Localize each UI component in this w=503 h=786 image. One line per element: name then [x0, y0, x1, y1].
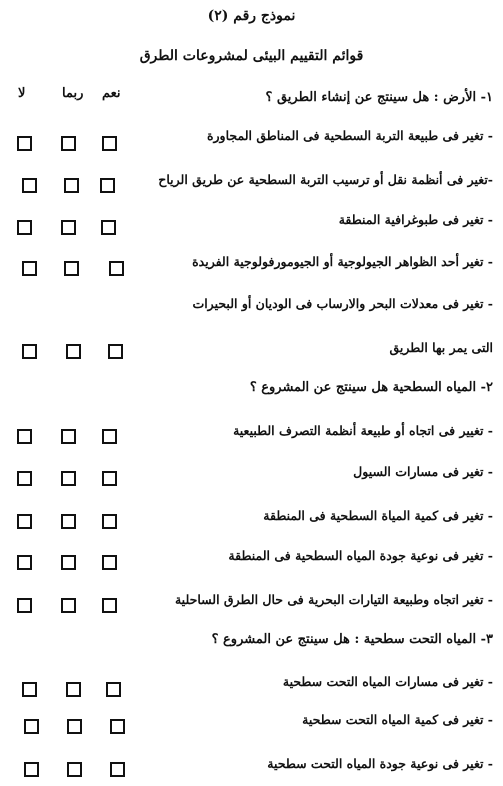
question-item: - تغير أحد الظواهر الجيولوجية أو الجيومورفولوجية الفريدة [192, 254, 493, 269]
column-header-yes: نعم [102, 86, 121, 101]
checkbox-no[interactable] [17, 429, 32, 444]
checkbox-maybe[interactable] [67, 762, 82, 777]
checkbox-no[interactable] [17, 471, 32, 486]
checkbox-maybe[interactable] [66, 682, 81, 697]
checkbox-yes[interactable] [102, 555, 117, 570]
checkbox-maybe[interactable] [61, 471, 76, 486]
checkbox-yes[interactable] [100, 178, 115, 193]
checkbox-no[interactable] [17, 220, 32, 235]
section-heading-surface-water: ٢- المياه السطحية هل سينتج عن المشروع ؟ [249, 380, 493, 395]
checkbox-no[interactable] [17, 555, 32, 570]
checkbox-no[interactable] [17, 598, 32, 613]
column-header-maybe: ربما [62, 86, 84, 101]
question-item: - تغير فى مسارات السيول [353, 464, 493, 479]
checkbox-maybe[interactable] [66, 344, 81, 359]
form-number-title: نموذج رقم (٢) [207, 8, 296, 24]
question-item: - تغير فى معدلات البحر والارساب فى الوديان أو البحيرات [192, 296, 493, 311]
checkbox-maybe[interactable] [64, 178, 79, 193]
question-item: - تغير فى طبوغرافية المنطقة [338, 212, 493, 227]
checkbox-yes[interactable] [102, 598, 117, 613]
checkbox-maybe[interactable] [61, 429, 76, 444]
checkbox-no[interactable] [22, 178, 37, 193]
checkbox-no[interactable] [22, 344, 37, 359]
checkbox-yes[interactable] [102, 136, 117, 151]
question-item: - تغير فى مسارات المياه التحت سطحية [282, 674, 493, 689]
question-item: - تغير فى طبيعة التربة السطحية فى المناطق المجاورة [206, 128, 493, 143]
question-item: - تغير فى كمية المياة السطحية فى المنطقة [263, 508, 493, 523]
checkbox-yes[interactable] [102, 429, 117, 444]
question-item: - تغير فى نوعية جودة المياه السطحية فى المنطقة [228, 548, 493, 563]
section-heading-land: ١- الأرض : هل سينتج عن إنشاء الطريق ؟ [265, 90, 493, 105]
checkbox-maybe[interactable] [67, 719, 82, 734]
checkbox-yes[interactable] [110, 762, 125, 777]
checkbox-yes[interactable] [108, 344, 123, 359]
question-item: - تغيير فى اتجاه أو طبيعة أنظمة التصرف الطبيعية [233, 423, 493, 438]
checkbox-maybe[interactable] [61, 136, 76, 151]
checkbox-maybe[interactable] [61, 555, 76, 570]
checkbox-maybe[interactable] [61, 598, 76, 613]
checkbox-maybe[interactable] [61, 220, 76, 235]
question-item: - تغير فى نوعية جودة المياه التحت سطحية [267, 756, 493, 771]
checkbox-no[interactable] [17, 136, 32, 151]
checkbox-yes[interactable] [109, 261, 124, 276]
checkbox-yes[interactable] [102, 514, 117, 529]
checkbox-yes[interactable] [106, 682, 121, 697]
section-heading-groundwater: ٣- المياه التحت سطحية : هل سينتج عن المشروع ؟ [211, 632, 493, 647]
column-header-no: لا [18, 86, 26, 101]
checkbox-no[interactable] [24, 762, 39, 777]
question-item: - تغير فى كمية المياه التحت سطحية [302, 712, 493, 727]
checkbox-no[interactable] [22, 682, 37, 697]
question-item: -تغير فى أنظمة نقل أو ترسيب التربة السطحية عن طريق الرياح [158, 172, 493, 187]
checkbox-no[interactable] [24, 719, 39, 734]
checkbox-yes[interactable] [101, 220, 116, 235]
form-subtitle: قوائم التقييم البيئى لمشروعات الطرق [139, 48, 364, 64]
checkbox-maybe[interactable] [64, 261, 79, 276]
checkbox-no[interactable] [22, 261, 37, 276]
checkbox-yes[interactable] [110, 719, 125, 734]
checkbox-no[interactable] [17, 514, 32, 529]
question-item-continuation: التى يمر بها الطريق [389, 340, 493, 355]
checkbox-maybe[interactable] [61, 514, 76, 529]
checkbox-yes[interactable] [102, 471, 117, 486]
question-item: - تغير اتجاه وطبيعة التيارات البحرية فى حال الطرق الساحلية [174, 592, 493, 607]
